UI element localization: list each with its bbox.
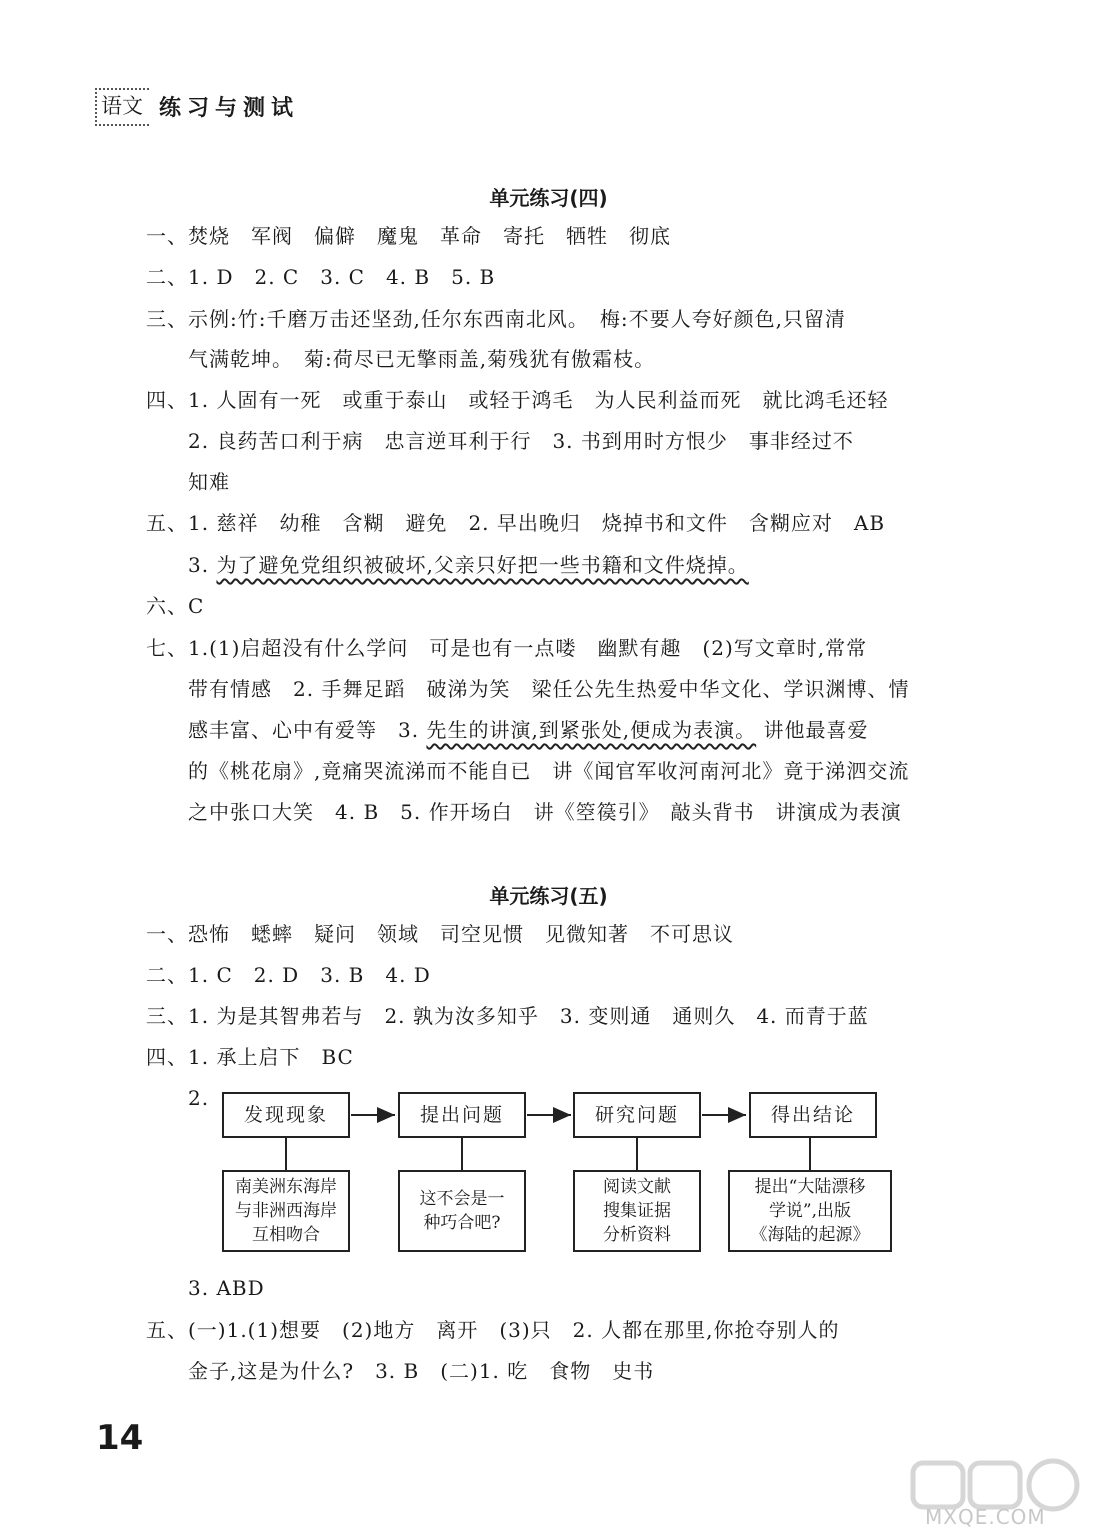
subject-label: 语文 xyxy=(95,88,149,126)
step-box-4: 得出结论 xyxy=(749,1092,877,1138)
u4-line-11: 七、1.(1)启超没有什么学问 可是也有一点喽 幽默有趣 (2)写文章时,常常 xyxy=(146,636,868,660)
underlined-answer: 先生的讲演,到紧张处,便成为表演。 xyxy=(426,718,757,742)
detail-2-line-1: 这不会是一 xyxy=(419,1189,505,1209)
detail-3-line-1: 阅读文献 xyxy=(603,1177,671,1197)
page-number: 14 xyxy=(96,1418,144,1458)
detail-box-2 xyxy=(398,1170,526,1252)
u5-line-7: 金子,这是为什么? 3. B (二)1. 吃 食物 史书 xyxy=(188,1359,655,1383)
u5-line-3: 三、1. 为是其智弗若与 2. 孰为汝多知乎 3. 变则通 通则久 4. 而青于蓝 xyxy=(146,1004,869,1028)
u5-line-2: 二、1. C 2. D 3. B 4. D xyxy=(146,963,431,987)
u5-line-4: 四、1. 承上启下 BC xyxy=(146,1045,354,1069)
u4-line-2: 二、1. D 2. C 3. C 4. B 5. B xyxy=(146,265,496,289)
detail-4-line-1: 提出“大陆漂移 xyxy=(754,1177,866,1197)
u5-line-6: 五、(一)1.(1)想要 (2)地方 离开 (3)只 2. 人都在那里,你抢夺别人的 xyxy=(146,1318,840,1342)
detail-4-line-2: 学说”,出版 xyxy=(768,1201,852,1221)
u5-line-1: 一、恐怖 蟋蟀 疑问 领域 司空见惯 见微知著 不可思议 xyxy=(146,922,734,946)
u4-line-9 xyxy=(188,551,749,579)
u4-line-10: 六、C xyxy=(146,594,205,618)
detail-box-3 xyxy=(573,1170,701,1252)
flow-arrows xyxy=(0,1085,1097,1260)
u4-line-15: 之中张口大笑 4. B 5. 作开场白 讲《箜篌引》 敲头背书 讲演成为表演 xyxy=(188,800,902,824)
u4-line-13-prefix: 感丰富、心中有爱等 3. xyxy=(188,718,420,742)
unit4-title: 单元练习(四) xyxy=(489,186,608,210)
flow-label: 2. xyxy=(188,1086,210,1110)
step-box-3: 研究问题 xyxy=(573,1092,701,1138)
u4-line-7: 知难 xyxy=(188,470,230,494)
u4-line-5: 四、1. 人固有一死 或重于泰山 或轻于鸿毛 为人民利益而死 就比鸿毛还轻 xyxy=(146,388,889,412)
u4-line-8: 五、1. 慈祥 幼稚 含糊 避免 2. 早出晚归 烧掉书和文件 含糊应对 AB xyxy=(146,511,886,535)
book-title: 练习与测试 xyxy=(159,96,300,121)
detail-1-line-1: 南美洲东海岸 xyxy=(235,1177,337,1197)
u4-line-13 xyxy=(188,716,869,744)
flowchart xyxy=(0,1085,1097,1260)
detail-4-line-3: 《海陆的起源》 xyxy=(750,1225,870,1245)
page-header xyxy=(95,88,299,126)
watermark-text: MXQE.COM xyxy=(925,1505,1046,1529)
u4-line-6: 2. 良药苦口利于病 忠言逆耳利于行 3. 书到用时方恨少 事非经过不 xyxy=(188,429,854,453)
detail-box-1 xyxy=(222,1170,350,1252)
u4-line-3: 三、示例:竹:千磨万击还坚劲,任尔东西南北风。 梅:不要人夸好颜色,只留清 xyxy=(146,307,846,331)
detail-1-line-3: 互相吻合 xyxy=(252,1225,320,1245)
u4-line-9-prefix: 3. xyxy=(188,553,210,577)
u5-line-5: 3. ABD xyxy=(188,1276,265,1300)
u4-line-4: 气满乾坤。 菊:荷尽已无擎雨盖,菊残犹有傲霜枝。 xyxy=(188,347,656,371)
detail-1-line-2: 与非洲西海岸 xyxy=(235,1201,337,1221)
step-box-2: 提出问题 xyxy=(398,1092,526,1138)
detail-box-4 xyxy=(728,1170,892,1252)
detail-2-line-2: 种巧合吧? xyxy=(423,1213,501,1233)
step-box-1: 发现现象 xyxy=(222,1092,350,1138)
u4-line-14: 的《桃花扇》,竟痛哭流涕而不能自已 讲《闻官军收河南河北》竟于涕泗交流 xyxy=(188,759,910,783)
unit5-title: 单元练习(五) xyxy=(489,884,608,908)
detail-3-line-3: 分析资料 xyxy=(603,1225,671,1245)
u4-line-13-suffix: 讲他最喜爱 xyxy=(763,718,869,742)
u4-line-1: 一、焚烧 军阀 偏僻 魔鬼 革命 寄托 牺牲 彻底 xyxy=(146,224,671,248)
underlined-answer: 为了避免党组织被破坏,父亲只好把一些书籍和文件烧掉。 xyxy=(216,553,749,577)
u4-line-12: 带有情感 2. 手舞足蹈 破涕为笑 梁任公先生热爱中华文化、学识渊博、情 xyxy=(188,677,910,701)
detail-3-line-2: 搜集证据 xyxy=(603,1201,671,1221)
